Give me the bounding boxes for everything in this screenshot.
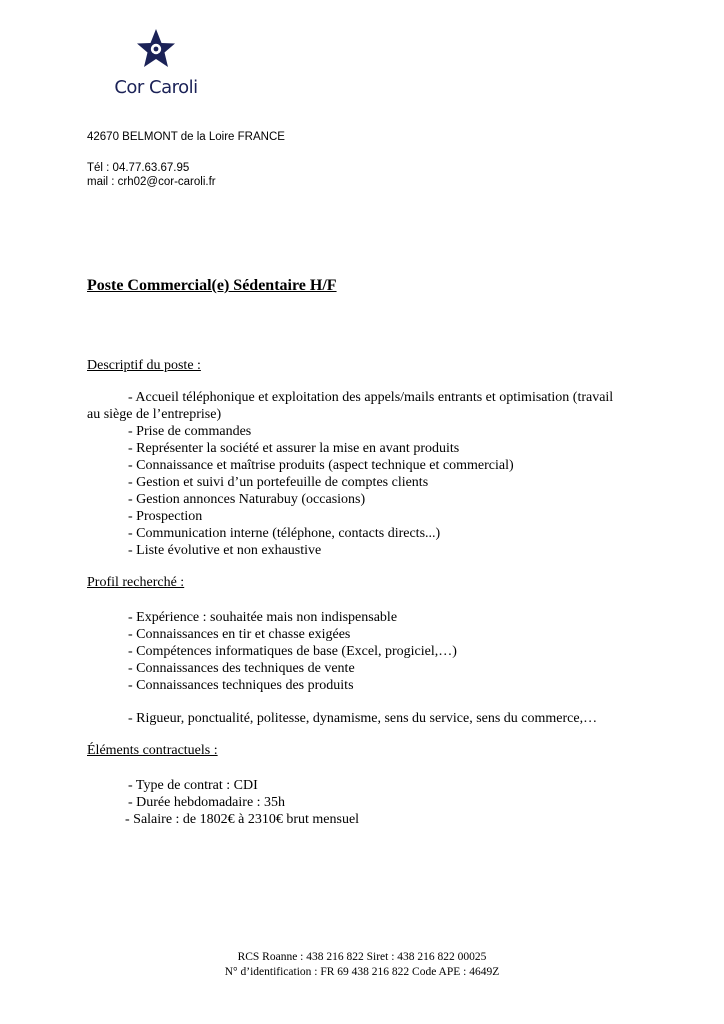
list-item: - Connaissance et maîtrise produits (aspect technique et commercial) [128, 458, 514, 473]
company-address: 42670 BELMONT de la Loire FRANCE [87, 131, 285, 143]
star-icon [136, 28, 176, 70]
list-item: - Représenter la société et assurer la mise en avant produits [128, 441, 460, 456]
list-item: - Expérience : souhaitée mais non indispensable [128, 610, 398, 625]
list-item: - Accueil téléphonique et exploitation des appels/mails entrants et optimisation (travail [128, 390, 614, 405]
phone-number: Tél : 04.77.63.67.95 [87, 162, 190, 174]
section-heading-descriptif: Descriptif du poste : [87, 358, 201, 373]
qualities-item: - Rigueur, ponctualité, politesse, dynamisme, sens du service, sens du commerce,… [128, 711, 598, 726]
section-heading-contrat: Éléments contractuels : [87, 743, 218, 758]
email-address: mail : crh02@cor-caroli.fr [87, 176, 216, 188]
list-item: - Gestion et suivi d’un portefeuille de comptes clients [128, 475, 429, 490]
footer-identification: N° d’identification : FR 69 438 216 822 Code APE : 4649Z [224, 966, 500, 978]
page-title: Poste Commercial(e) Sédentaire H/F [87, 277, 337, 294]
list-item: - Type de contrat : CDI [128, 778, 258, 793]
list-item: - Connaissances en tir et chasse exigées [128, 627, 351, 642]
list-item: - Connaissances des techniques de vente [128, 661, 355, 676]
list-item: - Connaissances techniques des produits [128, 678, 354, 693]
footer-registration: RCS Roanne : 438 216 822 Siret : 438 216 822 00025 [237, 951, 487, 963]
list-item: - Communication interne (téléphone, contacts directs...) [128, 526, 441, 541]
company-logo [106, 28, 206, 104]
list-item: - Gestion annonces Naturabuy (occasions) [128, 492, 366, 507]
list-item: - Prise de commandes [128, 424, 252, 439]
list-item: - Liste évolutive et non exhaustive [128, 543, 322, 558]
logo-brand-name: Cor Caroli [114, 77, 198, 98]
list-item: - Salaire : de 1802€ à 2310€ brut mensuel [125, 812, 360, 827]
section-heading-profil: Profil recherché : [87, 575, 185, 590]
list-item: - Compétences informatiques de base (Excel, progiciel,…) [128, 644, 457, 659]
list-item-continuation: au siège de l’entreprise) [87, 407, 222, 422]
list-item: - Durée hebdomadaire : 35h [128, 795, 286, 810]
list-item: - Prospection [128, 509, 203, 524]
